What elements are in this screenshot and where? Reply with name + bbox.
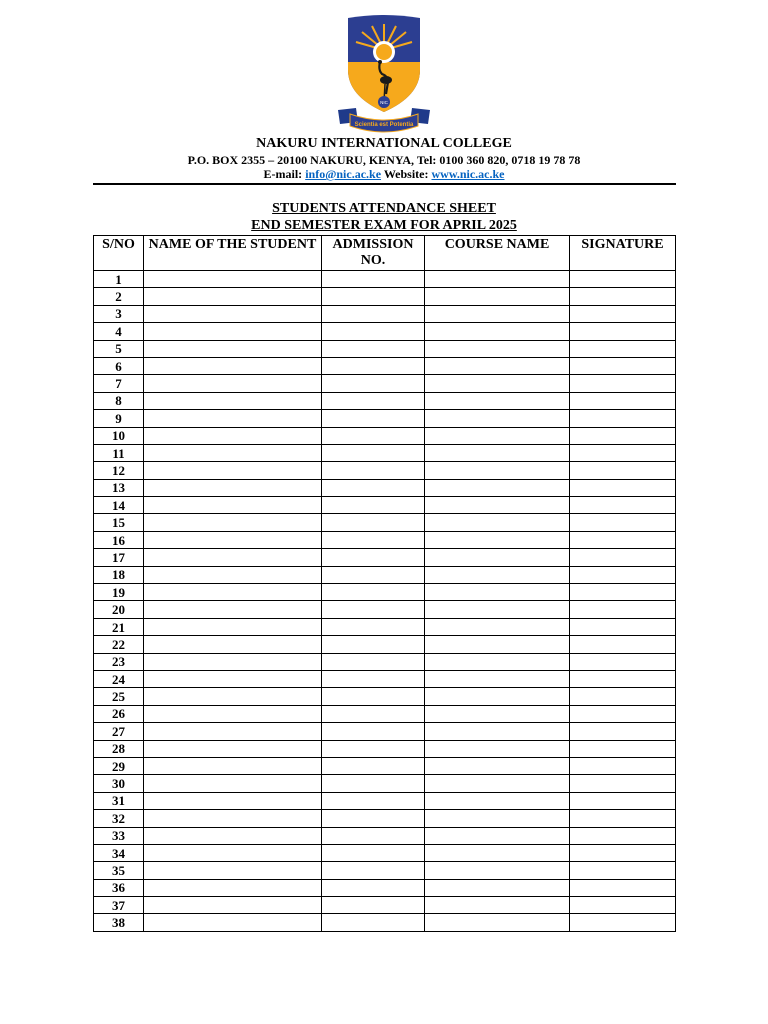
row-number-cell: 15 — [94, 514, 144, 531]
student-name-cell[interactable] — [144, 670, 322, 687]
course-name-cell[interactable] — [425, 410, 570, 427]
college-contacts — [0, 167, 768, 182]
table-row — [94, 305, 676, 322]
course-name-cell[interactable] — [425, 723, 570, 740]
admission-no-cell[interactable] — [322, 827, 425, 844]
table-row — [94, 827, 676, 844]
course-name-cell[interactable] — [425, 531, 570, 548]
college-name: NAKURU INTERNATIONAL COLLEGE — [256, 136, 512, 151]
course-name-cell[interactable] — [425, 670, 570, 687]
course-name-cell[interactable] — [425, 897, 570, 914]
signature-cell[interactable] — [570, 601, 676, 618]
admission-no-cell[interactable] — [322, 879, 425, 896]
signature-cell[interactable] — [570, 618, 676, 635]
table-row — [94, 688, 676, 705]
row-number-cell: 16 — [94, 531, 144, 548]
row-number-cell: 28 — [94, 740, 144, 757]
table-row — [94, 792, 676, 809]
table-row — [94, 549, 676, 566]
signature-cell[interactable] — [570, 392, 676, 409]
row-number-cell: 18 — [94, 566, 144, 583]
admission-no-cell[interactable] — [322, 410, 425, 427]
table-row — [94, 844, 676, 861]
table-row — [94, 862, 676, 879]
college-address: P.O. BOX 2355 – 20100 NAKURU, KENYA, Tel: 0100 360 820, 0718 19 78 78 — [187, 153, 581, 167]
table-row — [94, 810, 676, 827]
table-row — [94, 601, 676, 618]
row-number-cell: 30 — [94, 775, 144, 792]
student-name-cell[interactable] — [144, 288, 322, 305]
admission-no-cell[interactable] — [322, 444, 425, 461]
row-number-cell: 21 — [94, 618, 144, 635]
table-row — [94, 497, 676, 514]
course-name-cell[interactable] — [425, 427, 570, 444]
signature-cell[interactable] — [570, 357, 676, 374]
student-name-cell[interactable] — [144, 879, 322, 896]
admission-no-cell[interactable] — [322, 897, 425, 914]
student-name-cell[interactable] — [144, 757, 322, 774]
course-name-cell[interactable] — [425, 601, 570, 618]
admission-no-cell[interactable] — [322, 357, 425, 374]
table-row — [94, 531, 676, 548]
student-name-cell[interactable] — [144, 340, 322, 357]
course-name-cell[interactable] — [425, 792, 570, 809]
row-number-cell: 23 — [94, 653, 144, 670]
signature-cell[interactable] — [570, 653, 676, 670]
course-name-cell[interactable] — [425, 497, 570, 514]
student-name-cell[interactable] — [144, 462, 322, 479]
course-name-cell[interactable] — [425, 323, 570, 340]
column-header-student-name: NAME OF THE STUDENT — [144, 236, 322, 271]
row-number-cell: 37 — [94, 897, 144, 914]
admission-no-cell[interactable] — [322, 497, 425, 514]
signature-cell[interactable] — [570, 340, 676, 357]
signature-cell[interactable] — [570, 479, 676, 496]
column-header-course-name: COURSE NAME — [425, 236, 570, 271]
signature-cell[interactable] — [570, 375, 676, 392]
admission-no-cell[interactable] — [322, 705, 425, 722]
admission-no-cell[interactable] — [322, 271, 425, 288]
signature-cell[interactable] — [570, 427, 676, 444]
admission-no-cell[interactable] — [322, 549, 425, 566]
table-row — [94, 618, 676, 635]
course-name-cell[interactable] — [425, 584, 570, 601]
row-number-cell: 29 — [94, 757, 144, 774]
student-name-cell[interactable] — [144, 357, 322, 374]
student-name-cell[interactable] — [144, 914, 322, 931]
svg-text:NIC: NIC — [380, 100, 388, 105]
student-name-cell[interactable] — [144, 392, 322, 409]
row-number-cell: 14 — [94, 497, 144, 514]
website-link[interactable]: www.nic.ac.ke — [431, 167, 505, 181]
row-number-cell: 4 — [94, 323, 144, 340]
row-number-cell: 8 — [94, 392, 144, 409]
signature-cell[interactable] — [570, 288, 676, 305]
admission-no-cell[interactable] — [322, 688, 425, 705]
student-name-cell[interactable] — [144, 688, 322, 705]
email-label: E-mail: — [263, 167, 303, 181]
row-number-cell: 9 — [94, 410, 144, 427]
student-name-cell[interactable] — [144, 844, 322, 861]
admission-no-cell[interactable] — [322, 288, 425, 305]
course-name-cell[interactable] — [425, 357, 570, 374]
course-name-cell[interactable] — [425, 271, 570, 288]
student-name-cell[interactable] — [144, 862, 322, 879]
course-name-cell[interactable] — [425, 827, 570, 844]
admission-no-cell[interactable] — [322, 844, 425, 861]
course-name-cell[interactable] — [425, 757, 570, 774]
table-row — [94, 462, 676, 479]
table-row — [94, 479, 676, 496]
signature-cell[interactable] — [570, 444, 676, 461]
admission-no-cell[interactable] — [322, 618, 425, 635]
admission-no-cell[interactable] — [322, 323, 425, 340]
student-name-cell[interactable] — [144, 584, 322, 601]
student-name-cell[interactable] — [144, 601, 322, 618]
attendance-table-body — [94, 271, 676, 932]
student-name-cell[interactable] — [144, 566, 322, 583]
row-number-cell: 2 — [94, 288, 144, 305]
row-number-cell: 24 — [94, 670, 144, 687]
signature-cell[interactable] — [570, 705, 676, 722]
student-name-cell[interactable] — [144, 323, 322, 340]
row-number-cell: 33 — [94, 827, 144, 844]
course-name-cell[interactable] — [425, 288, 570, 305]
course-name-cell[interactable] — [425, 305, 570, 322]
table-header-row — [94, 236, 676, 271]
student-name-cell[interactable] — [144, 723, 322, 740]
admission-no-cell[interactable] — [322, 479, 425, 496]
table-row — [94, 653, 676, 670]
table-row — [94, 757, 676, 774]
row-number-cell: 25 — [94, 688, 144, 705]
table-row — [94, 914, 676, 931]
signature-cell[interactable] — [570, 688, 676, 705]
header-divider — [93, 183, 676, 185]
row-number-cell: 20 — [94, 601, 144, 618]
admission-no-cell[interactable] — [322, 775, 425, 792]
student-name-cell[interactable] — [144, 305, 322, 322]
course-name-cell[interactable] — [425, 444, 570, 461]
student-name-cell[interactable] — [144, 636, 322, 653]
row-number-cell: 6 — [94, 357, 144, 374]
course-name-cell[interactable] — [425, 775, 570, 792]
course-name-cell[interactable] — [425, 375, 570, 392]
row-number-cell: 38 — [94, 914, 144, 931]
signature-cell[interactable] — [570, 636, 676, 653]
table-row — [94, 723, 676, 740]
admission-no-cell[interactable] — [322, 757, 425, 774]
admission-no-cell[interactable] — [322, 531, 425, 548]
table-row — [94, 897, 676, 914]
student-name-cell[interactable] — [144, 792, 322, 809]
table-row — [94, 670, 676, 687]
column-header-sno: S/NO — [94, 236, 144, 271]
signature-cell[interactable] — [570, 549, 676, 566]
signature-cell[interactable] — [570, 827, 676, 844]
signature-cell[interactable] — [570, 879, 676, 896]
course-name-cell[interactable] — [425, 514, 570, 531]
course-name-cell[interactable] — [425, 688, 570, 705]
signature-cell[interactable] — [570, 497, 676, 514]
admission-no-cell[interactable] — [322, 601, 425, 618]
svg-text:Scientia est Potentia: Scientia est Potentia — [354, 122, 414, 128]
admission-no-cell[interactable] — [322, 653, 425, 670]
row-number-cell: 12 — [94, 462, 144, 479]
row-number-cell: 13 — [94, 479, 144, 496]
row-number-cell: 27 — [94, 723, 144, 740]
row-number-cell: 34 — [94, 844, 144, 861]
table-row — [94, 444, 676, 461]
admission-no-cell[interactable] — [322, 340, 425, 357]
student-name-cell[interactable] — [144, 479, 322, 496]
course-name-cell[interactable] — [425, 740, 570, 757]
sheet-title: STUDENTS ATTENDANCE SHEET — [272, 201, 496, 216]
signature-cell[interactable] — [570, 897, 676, 914]
student-name-cell[interactable] — [144, 427, 322, 444]
table-row — [94, 271, 676, 288]
course-name-cell[interactable] — [425, 479, 570, 496]
student-name-cell[interactable] — [144, 653, 322, 670]
row-number-cell: 36 — [94, 879, 144, 896]
row-number-cell: 3 — [94, 305, 144, 322]
row-number-cell: 17 — [94, 549, 144, 566]
email-link[interactable]: info@nic.ac.ke — [305, 167, 382, 181]
row-number-cell: 32 — [94, 810, 144, 827]
nic-crest-logo-icon — [334, 10, 434, 134]
admission-no-cell[interactable] — [322, 392, 425, 409]
table-row — [94, 340, 676, 357]
student-name-cell[interactable] — [144, 705, 322, 722]
admission-no-cell[interactable] — [322, 305, 425, 322]
signature-cell[interactable] — [570, 531, 676, 548]
admission-no-cell[interactable] — [322, 566, 425, 583]
signature-cell[interactable] — [570, 670, 676, 687]
signature-cell[interactable] — [570, 775, 676, 792]
admission-no-cell[interactable] — [322, 462, 425, 479]
signature-cell[interactable] — [570, 584, 676, 601]
table-row — [94, 514, 676, 531]
table-row — [94, 427, 676, 444]
signature-cell[interactable] — [570, 305, 676, 322]
admission-no-cell[interactable] — [322, 914, 425, 931]
course-name-cell[interactable] — [425, 705, 570, 722]
course-name-cell[interactable] — [425, 392, 570, 409]
student-name-cell[interactable] — [144, 827, 322, 844]
signature-cell[interactable] — [570, 844, 676, 861]
signature-cell[interactable] — [570, 323, 676, 340]
column-header-signature: SIGNATURE — [570, 236, 676, 271]
course-name-cell[interactable] — [425, 566, 570, 583]
student-name-cell[interactable] — [144, 497, 322, 514]
admission-no-cell[interactable] — [322, 427, 425, 444]
admission-no-cell[interactable] — [322, 810, 425, 827]
row-number-cell: 31 — [94, 792, 144, 809]
website-label: Website: — [383, 167, 429, 181]
table-row — [94, 357, 676, 374]
sheet-subtitle: END SEMESTER EXAM FOR APRIL 2025 — [251, 218, 517, 233]
student-name-cell[interactable] — [144, 810, 322, 827]
student-name-cell[interactable] — [144, 271, 322, 288]
row-number-cell: 7 — [94, 375, 144, 392]
signature-cell[interactable] — [570, 757, 676, 774]
admission-no-cell[interactable] — [322, 636, 425, 653]
signature-cell[interactable] — [570, 462, 676, 479]
row-number-cell: 35 — [94, 862, 144, 879]
signature-cell[interactable] — [570, 862, 676, 879]
admission-no-cell[interactable] — [322, 584, 425, 601]
course-name-cell[interactable] — [425, 618, 570, 635]
student-name-cell[interactable] — [144, 410, 322, 427]
row-number-cell: 11 — [94, 444, 144, 461]
row-number-cell: 26 — [94, 705, 144, 722]
student-name-cell[interactable] — [144, 618, 322, 635]
signature-cell[interactable] — [570, 792, 676, 809]
course-name-cell[interactable] — [425, 914, 570, 931]
table-row — [94, 375, 676, 392]
table-row — [94, 584, 676, 601]
table-row — [94, 323, 676, 340]
admission-no-cell[interactable] — [322, 792, 425, 809]
table-row — [94, 566, 676, 583]
student-name-cell[interactable] — [144, 740, 322, 757]
column-header-admission-no: ADMISSION NO. — [322, 236, 425, 271]
signature-cell[interactable] — [570, 810, 676, 827]
student-name-cell[interactable] — [144, 375, 322, 392]
table-row — [94, 775, 676, 792]
row-number-cell: 5 — [94, 340, 144, 357]
signature-cell[interactable] — [570, 566, 676, 583]
student-name-cell[interactable] — [144, 549, 322, 566]
row-number-cell: 1 — [94, 271, 144, 288]
attendance-table — [93, 235, 676, 932]
student-name-cell[interactable] — [144, 775, 322, 792]
table-row — [94, 410, 676, 427]
row-number-cell: 19 — [94, 584, 144, 601]
signature-cell[interactable] — [570, 410, 676, 427]
table-row — [94, 392, 676, 409]
table-row — [94, 288, 676, 305]
admission-no-cell[interactable] — [322, 514, 425, 531]
course-name-cell[interactable] — [425, 462, 570, 479]
table-row — [94, 740, 676, 757]
table-row — [94, 705, 676, 722]
admission-no-cell[interactable] — [322, 723, 425, 740]
admission-no-cell[interactable] — [322, 740, 425, 757]
course-name-cell[interactable] — [425, 636, 570, 653]
student-name-cell[interactable] — [144, 444, 322, 461]
course-name-cell[interactable] — [425, 879, 570, 896]
signature-cell[interactable] — [570, 271, 676, 288]
student-name-cell[interactable] — [144, 514, 322, 531]
admission-no-cell[interactable] — [322, 670, 425, 687]
course-name-cell[interactable] — [425, 862, 570, 879]
table-row — [94, 636, 676, 653]
admission-no-cell[interactable] — [322, 375, 425, 392]
course-name-cell[interactable] — [425, 340, 570, 357]
course-name-cell[interactable] — [425, 844, 570, 861]
row-number-cell: 10 — [94, 427, 144, 444]
course-name-cell[interactable] — [425, 810, 570, 827]
course-name-cell[interactable] — [425, 549, 570, 566]
row-number-cell: 22 — [94, 636, 144, 653]
signature-cell[interactable] — [570, 514, 676, 531]
course-name-cell[interactable] — [425, 653, 570, 670]
signature-cell[interactable] — [570, 740, 676, 757]
signature-cell[interactable] — [570, 914, 676, 931]
table-row — [94, 879, 676, 896]
student-name-cell[interactable] — [144, 531, 322, 548]
signature-cell[interactable] — [570, 723, 676, 740]
admission-no-cell[interactable] — [322, 862, 425, 879]
student-name-cell[interactable] — [144, 897, 322, 914]
